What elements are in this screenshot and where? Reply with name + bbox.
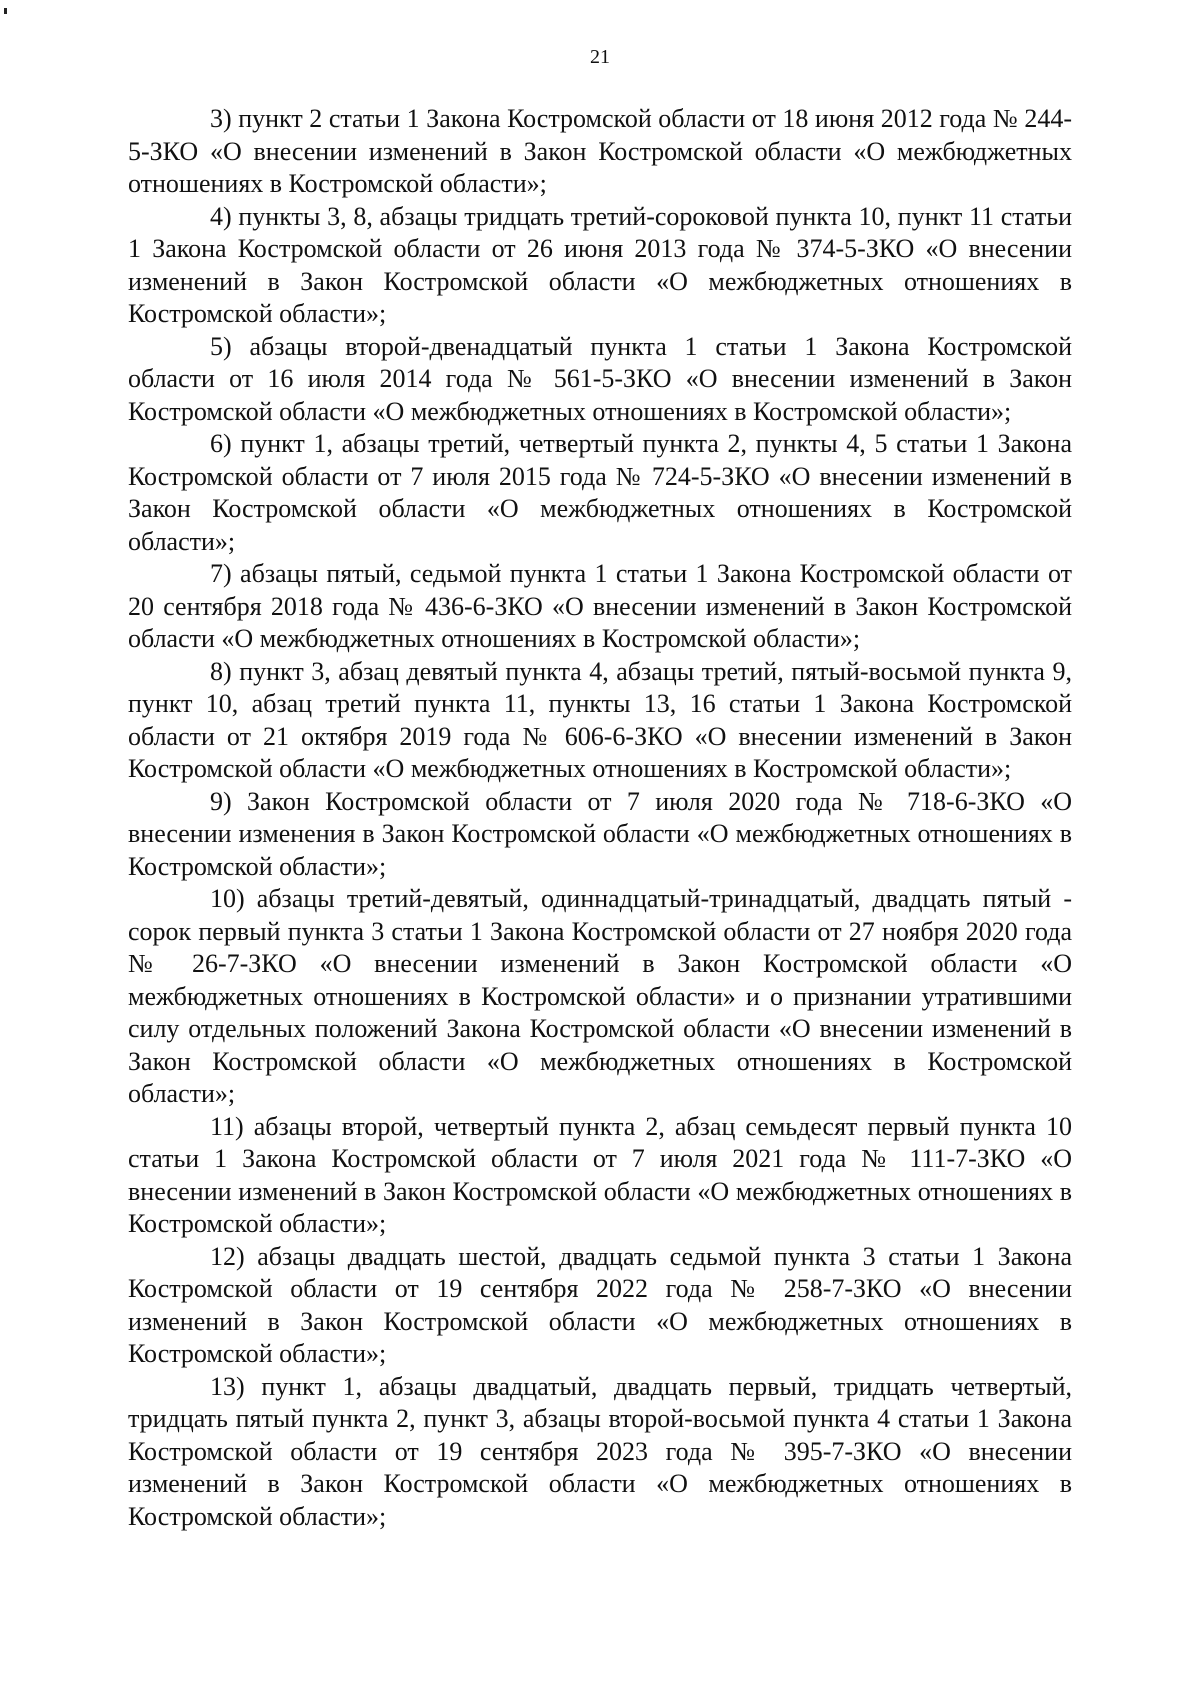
list-item: 10) абзацы третий-девятый, одиннадцатый-тринадцатый, двадцать пятый - сорок первый пункта 3 статьи 1 Закона Костромской области от 27 ноября 2020 года № 26-7-ЗКО «О внесении изменений в Закон Костромской области «О межбюджетных отношениях в Костромской области» и о признании утратившими силу отдельных положений Закона Костромской области «О внесении изменений в Закон Костромской области «О межбюджетных отношениях в Костромской области»; (128, 884, 1072, 1108)
list-item: 4) пункты 3, 8, абзацы тридцать третий-сороковой пункта 10, пункт 11 статьи 1 Закона Костромской области от 26 июня 2013 года № 374-5-ЗКО «О внесении изменений в Закон Костромской области «О межбюджетных отношениях в Костромской области»; (128, 201, 1072, 328)
page-number: 21 (590, 46, 610, 68)
list-item: 7) абзацы пятый, седьмой пункта 1 статьи 1 Закона Костромской области от 20 сентября 2018 года № 436-6-ЗКО «О внесении изменений в Закон Костромской области «О межбюджетных отношениях в Костромской области»; (128, 559, 1072, 653)
list-item: 13) пункт 1, абзацы двадцатый, двадцать первый, тридцать четвертый, тридцать пятый пункта 2, пункт 3, абзацы второй-восьмой пункта 4 статьи 1 Закона Костромской области от 19 сентября 2023 года № 395-7-ЗКО «О внесении изменений в Закон Костромской области «О межбюджетных отношениях в Костромской области»; (128, 1371, 1072, 1531)
list-item: 9) Закон Костромской области от 7 июля 2020 года № 718-6-ЗКО «О внесении изменения в Закон Костромской области «О межбюджетных отношениях в Костромской области»; (128, 786, 1072, 881)
list-item: 11) абзацы второй, четвертый пункта 2, абзац семьдесят первый пункта 10 статьи 1 Закона Костромской области от 7 июля 2021 года № 111-7-ЗКО «О внесении изменений в Закон Костромской области «О межбюджетных отношениях в Костромской области»; (128, 1111, 1072, 1238)
list-item: 6) пункт 1, абзацы третий, четвертый пункта 2, пункты 4, 5 статьи 1 Закона Костромской области от 7 июля 2015 года № 724-5-ЗКО «О внесении изменений в Закон Костромской области «О межбюджетных отношениях в Костромской области»; (128, 429, 1072, 556)
list-item: 8) пункт 3, абзац девятый пункта 4, абзацы третий, пятый-восьмой пункта 9, пункт 10, абзац третий пункта 11, пункты 13, 16 статьи 1 Закона Костромской области от 21 октября 2019 года № 606-6-ЗКО «О внесении изменений в Закон Костромской области «О межбюджетных отношениях в Костромской области»; (128, 656, 1072, 783)
list-item: 5) абзацы второй-двенадцатый пункта 1 статьи 1 Закона Костромской области от 16 июля 2014 года № 561-5-ЗКО «О внесении изменений в Закон Костромской области «О межбюджетных отношениях в Костромской области»; (128, 331, 1072, 426)
scan-artifact (4, 8, 7, 14)
list-item: 3) пункт 2 статьи 1 Закона Костромской области от 18 июня 2012 года № 244-5-ЗКО «О внесении изменений в Закон Костромской области «О межбюджетных отношениях в Костромской области»; (128, 104, 1072, 198)
list-item: 12) абзацы двадцать шестой, двадцать седьмой пункта 3 статьи 1 Закона Костромской области от 19 сентября 2022 года № 258-7-ЗКО «О внесении изменений в Закон Костромской области «О межбюджетных отношениях в Костромской области»; (128, 1241, 1072, 1368)
document-body (128, 103, 1072, 1533)
